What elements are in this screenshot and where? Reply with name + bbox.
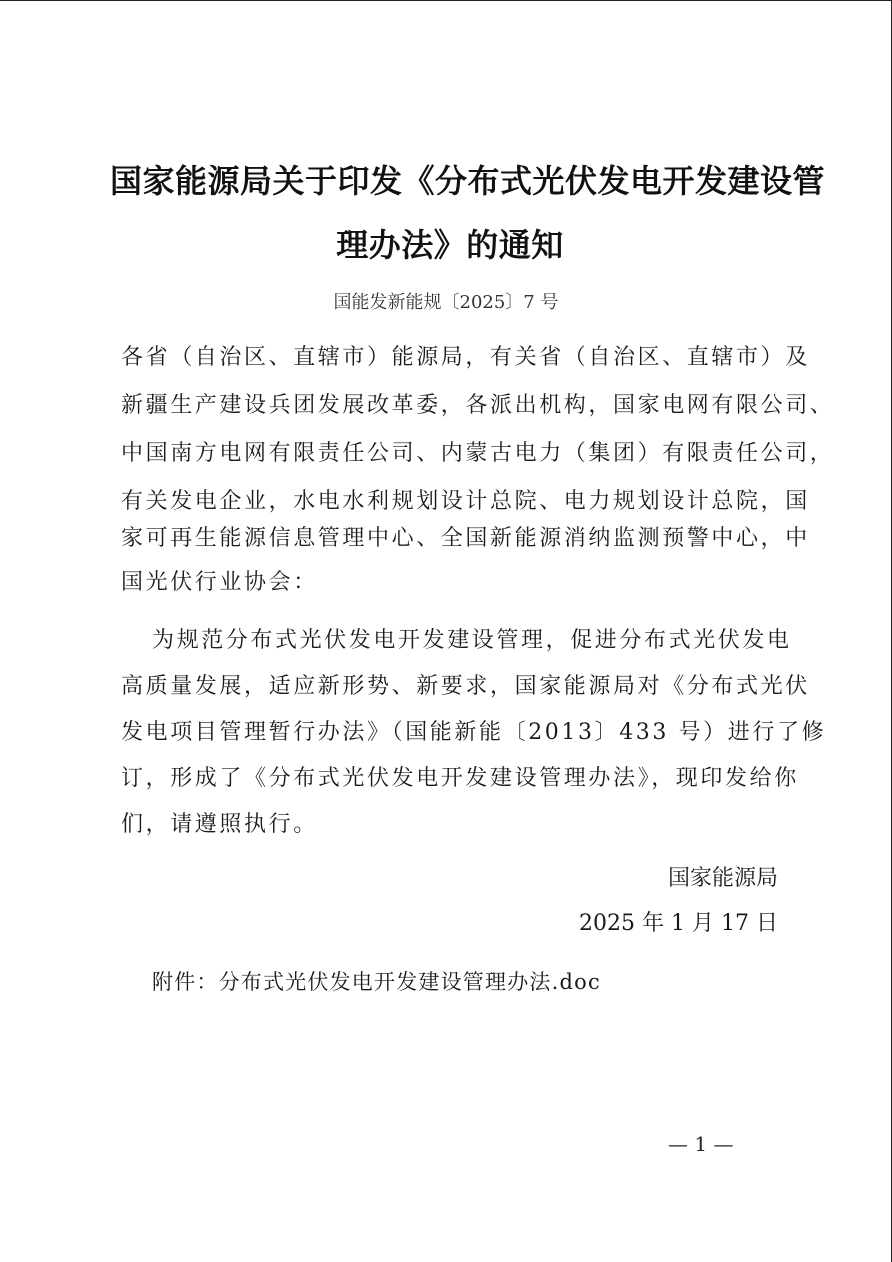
addressee-line: 有关发电企业，水电水利规划设计总院、电力规划设计总院，国	[121, 489, 810, 514]
addressee-line: 中国南方电网有限责任公司、内蒙古电力（集团）有限责任公司，	[121, 441, 835, 466]
document-number: 国能发新能规〔2025〕7 号	[333, 292, 559, 313]
page-number: — 1 —	[668, 1132, 734, 1156]
addressee-line: 各省（自治区、直辖市）能源局，有关省（自治区、直辖市）及	[121, 345, 810, 370]
body-line: 们，请遵照执行。	[121, 812, 318, 837]
issue-date: 2025 年 1 月 17 日	[579, 911, 778, 936]
addressee-line: 国光伏行业协会：	[121, 570, 318, 595]
issuer-signature: 国家能源局	[667, 866, 778, 891]
document-title-line-1: 国家能源局关于印发《分布式光伏发电开发建设管	[110, 162, 826, 200]
body-line: 发电项目管理暂行办法》（国能新能〔2013〕433 号）进行了修	[121, 720, 827, 745]
attachment-link[interactable]: 附件：分布式光伏发电开发建设管理办法.doc	[152, 970, 601, 994]
body-line: 订，形成了《分布式光伏发电开发建设管理办法》，现印发给你	[121, 766, 799, 791]
addressee-line: 新疆生产建设兵团发展改革委，各派出机构，国家电网有限公司、	[121, 393, 835, 418]
body-line: 为规范分布式光伏发电开发建设管理，促进分布式光伏发电	[152, 628, 792, 653]
body-line: 高质量发展，适应新形势、新要求，国家能源局对《分布式光伏	[121, 674, 810, 699]
addressee-line: 家可再生能源信息管理中心、全国新能源消纳监测预警中心，中	[121, 526, 810, 551]
document-title-line-2: 理办法》的通知	[336, 226, 564, 264]
